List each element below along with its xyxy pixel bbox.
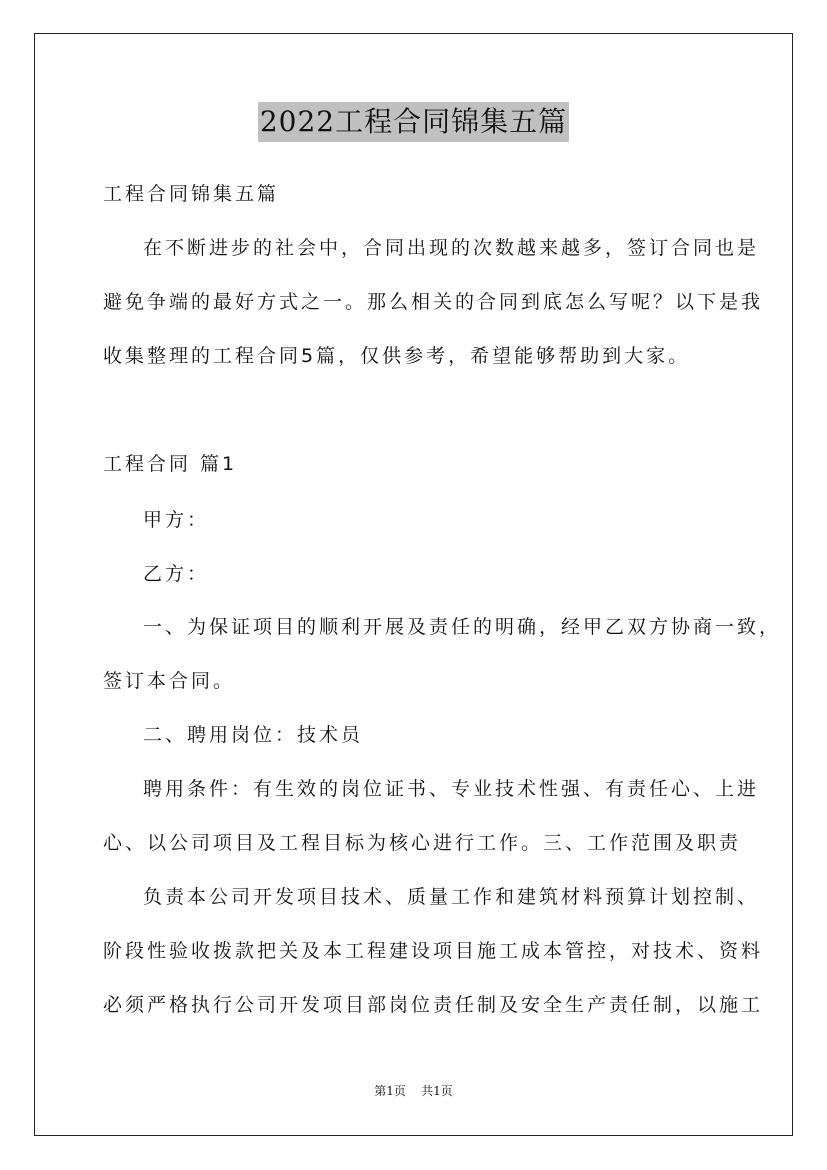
conditions-line-1: 聘用条件：有生效的岗位证书、专业技术性强、有责任心、上进	[143, 778, 760, 800]
party-b-label: 乙方：	[143, 563, 210, 585]
intro-line-2: 避免争端的最好方式之一。那么相关的合同到底怎么写呢？以下是我	[103, 291, 764, 313]
title-container	[0, 102, 827, 142]
intro-line-1: 在不断进步的社会中，合同出现的次数越来越多，签订合同也是	[143, 237, 760, 259]
duties-line-1: 负责本公司开发项目技术、质量工作和建筑材料预算计划控制、	[143, 886, 760, 908]
document-subtitle: 工程合同锦集五篇	[103, 183, 280, 205]
party-a-label: 甲方：	[143, 509, 210, 531]
clause-1-line-1: 一、为保证项目的顺利开展及责任的明确，经甲乙双方协商一致，	[143, 616, 782, 638]
conditions-line-2: 心、以公司项目及工程目标为核心进行工作。三、工作范围及职责	[103, 832, 742, 854]
duties-line-3: 必须严格执行公司开发项目部岗位责任制及安全生产责任制，以施工	[103, 994, 764, 1016]
intro-line-3: 收集整理的工程合同5篇，仅供参考，希望能够帮助到大家。	[103, 345, 691, 367]
clause-2: 二、聘用岗位：技术员	[143, 724, 364, 746]
clause-1-line-2: 签订本合同。	[103, 670, 236, 692]
page-number: 第1页	[374, 1084, 406, 1098]
page-total: 共1页	[421, 1084, 453, 1098]
section-heading: 工程合同 篇1	[103, 453, 238, 475]
duties-line-2: 阶段性验收拨款把关及本工程建设项目施工成本管控，对技术、资料	[103, 940, 764, 962]
page-footer	[0, 1083, 827, 1099]
document-title: 2022工程合同锦集五篇	[258, 102, 569, 142]
